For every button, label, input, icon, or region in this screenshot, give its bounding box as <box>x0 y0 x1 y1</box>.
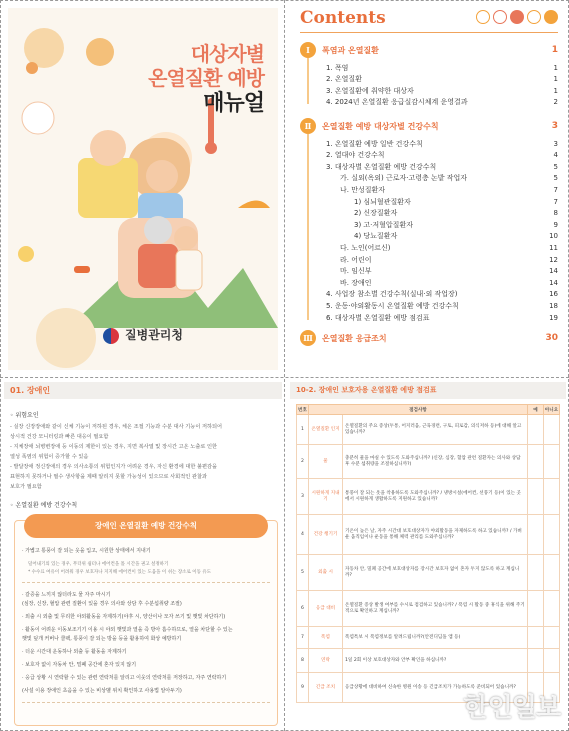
yes-checkbox[interactable] <box>528 627 544 649</box>
no-checkbox[interactable] <box>544 515 560 555</box>
col-items: 점검사항 <box>309 405 528 415</box>
tip-note: * 수수료 여유이 어려워 경우 보호자나 지지해 에어컨이 있는 도움을 이 쉬는 장소로 이동 유도 <box>28 570 212 575</box>
toc-section[interactable] <box>300 42 558 58</box>
section-title: 온열질환 응급조치 <box>322 333 387 343</box>
toc-item[interactable] <box>340 266 558 277</box>
toc-item-label: 마. 임신부 <box>340 267 372 276</box>
row-number: 3 <box>297 479 309 515</box>
section-number-badge: Ⅲ <box>300 330 316 346</box>
tip-line: (사설 이용 장애인 초음을 수 있는 비상벨 위치 확인하고 사용법 알아두기) <box>22 688 182 694</box>
section-title: 온열질환 예방 대상자별 건강수칙 <box>322 121 439 131</box>
contents-header-icons <box>476 10 558 24</box>
horizontal-divider <box>0 377 569 378</box>
row-number: 8 <box>297 649 309 673</box>
cover-title-line3: 매뉴얼 <box>203 91 264 116</box>
section-number-badge: Ⅰ <box>300 42 316 58</box>
tips-banner: 장애인 온열질환 예방 건강수칙 <box>24 514 268 538</box>
risk-line: - 지체장애 뇌병변장애 등 이동의 제한이 있는 경우, 지면 복사열 및 장시간 고온 노출로 인한 <box>10 444 218 450</box>
contents-rule <box>300 32 558 33</box>
checklist-row <box>297 555 560 591</box>
toc-item-label: 3) 고·저혈압질환자 <box>354 220 413 229</box>
col-yes: 예 <box>528 405 544 415</box>
risk-subheading-text: 위험요인 <box>15 412 39 419</box>
row-number: 5 <box>297 555 309 591</box>
left-header-bar <box>4 382 282 399</box>
right-header-title: 10-2. 장애인 보호자용 온열질환 예방 점검표 <box>296 386 437 394</box>
toc-item-page: 14 <box>549 267 558 276</box>
tip-line: · 갈증을 느끼지 않더라도 물 자주 마시기 <box>22 592 111 598</box>
risk-line: - 실장 신장장애와 같이 신체 기능이 저하된 경우, 체온 조절 기능과 수분 대사 기능이 저하되어 <box>10 424 223 430</box>
row-text: 충분히 물을 마실 수 있도록 도와주십니까? (신장, 심장, 혈압 관련 질환자는 의사와 상담 후 수분 섭취량을 조절하십니까?) <box>343 445 528 479</box>
row-number: 4 <box>297 515 309 555</box>
tip-divider <box>22 702 270 703</box>
row-text: 기온이 높은 날, 자주 시간대 보호대상자가 야외활동을 자제하도록 하고 있습니까? / 가벼운 움직임이나 운동을 통해 체력 관리를 도와주십니까? <box>343 515 528 555</box>
no-checkbox[interactable] <box>544 555 560 591</box>
watermark: 한인일보 <box>463 693 560 723</box>
toc-item-label: 2) 신장질환자 <box>354 209 398 218</box>
contents-page <box>290 4 566 374</box>
toc-item[interactable] <box>326 74 558 85</box>
toc-item-page: 3 <box>553 139 558 148</box>
checklist-body <box>297 415 560 703</box>
toc-item-page: 16 <box>549 290 558 299</box>
section-page: 3 <box>551 121 558 131</box>
section-title: 폭염과 온열질환 <box>322 45 379 55</box>
toc-item-label: 3. 온열질환에 취약한 대상자 <box>326 86 414 95</box>
checklist-row <box>297 649 560 673</box>
col-no: 아니오 <box>544 405 560 415</box>
yes-checkbox[interactable] <box>528 415 544 445</box>
toc-item-page: 9 <box>553 220 558 229</box>
thermometer-icon <box>493 10 507 24</box>
toc-item[interactable] <box>326 62 558 73</box>
toc-item-page: 1 <box>553 75 558 84</box>
row-category: 긴급 조치 <box>309 673 343 703</box>
row-number: 1 <box>297 415 309 445</box>
bulb-icon <box>544 10 558 24</box>
checklist-row <box>297 415 560 445</box>
toc-item[interactable] <box>326 150 558 161</box>
toc-item-page: 7 <box>553 197 558 206</box>
checklist-row <box>297 591 560 627</box>
toc-item[interactable] <box>354 219 558 230</box>
left-header-title: 01. 장애인 <box>10 386 51 395</box>
toc-item-label: 바. 장애인 <box>340 278 372 287</box>
row-number: 6 <box>297 591 309 627</box>
risk-line: 표현하지 못하거나 필수 생사항을 제때 알리지 못할 가능성이 있으므로 사회적인 관찰과 <box>10 474 207 480</box>
umbrella-icon <box>527 10 541 24</box>
toc-item[interactable] <box>326 312 558 323</box>
toc-item-page: 7 <box>553 185 558 194</box>
toc-item-page: 5 <box>553 162 558 171</box>
agency-label <box>8 326 278 344</box>
tips-subheading: ◦ 온열질환 예방 건강수칙 <box>10 502 78 509</box>
row-category: 외출 시 <box>309 555 343 591</box>
right-header-bar <box>290 382 566 399</box>
sun-icon <box>476 10 490 24</box>
risk-line: - 발달장애 정신장애의 경우 의사소통의 위험인지가 어려운 경우, 자신 환경에 대한 불편감을 <box>10 464 218 470</box>
toc-item-page: 18 <box>549 301 558 310</box>
toc-item[interactable] <box>340 277 558 288</box>
tip-line: (심장, 신장, 혈압 관련 질환이 있을 경우 의사와 상담 후 수분섭취량 조절) <box>22 601 182 607</box>
toc-item-page: 2 <box>553 98 558 107</box>
toc-item-label: 5. 운동·야외활동시 온열질환 예방 건강수칙 <box>326 301 459 310</box>
col-number: 번호 <box>297 405 309 415</box>
toc-item-label: 가. 실외(옥외) 근로자·고령층 논밭 작업자 <box>340 174 468 183</box>
toc-item-label: 6. 대상자별 온열질환 예방 점검표 <box>326 313 430 322</box>
row-category: 응급 대비 <box>309 591 343 627</box>
no-checkbox[interactable] <box>544 627 560 649</box>
section-number-badge: Ⅱ <box>300 118 316 134</box>
toc-item-label: 1. 온열질환 예방 일반 건강수칙 <box>326 139 423 148</box>
toc-item[interactable] <box>354 231 558 242</box>
checklist-row <box>297 479 560 515</box>
row-number: 2 <box>297 445 309 479</box>
row-number: 9 <box>297 673 309 703</box>
toc-item-label: 4. 사업장 참소별 건강수칙(실내·외 작업장) <box>326 290 458 299</box>
tip-line: · 보호자 없이 자동차 안, 밀폐 공간에 혼자 있지 않기 <box>22 662 137 668</box>
tip-line: · 활동이 어려운 이동보조기기 이용 시 야외 햇빛과 열을 즉 방아 흡수하므로, 열을 차단할 수 있는 <box>22 627 233 633</box>
row-text: 1일 2회 이상 보호대상자와 안부 확인을 하십니까? <box>343 649 528 673</box>
row-text: 폭염특보 시 폭염정보를 알려드립니까?(안전디딤돌 앱 등) <box>343 627 528 649</box>
toc-item[interactable] <box>326 161 558 172</box>
risk-line: 보호가 필요함 <box>10 484 42 490</box>
toc-item[interactable] <box>340 184 558 195</box>
tip-line: · 외출 시 외출 및 무리한 야외활동을 자제하기(야후 시, 양산이나 모자 쓰기 및 햇빛 차단하기) <box>22 614 226 620</box>
tip-divider <box>22 582 270 583</box>
yes-checkbox[interactable] <box>528 555 544 591</box>
toc-item-page: 12 <box>549 255 558 264</box>
toc-item-page: 1 <box>553 63 558 72</box>
toc-item-page: 10 <box>549 232 558 241</box>
vertical-divider <box>284 0 285 731</box>
toc-item[interactable] <box>354 196 558 207</box>
toc-item[interactable] <box>326 138 558 149</box>
yes-checkbox[interactable] <box>528 591 544 627</box>
yes-checkbox[interactable] <box>528 479 544 515</box>
row-text: 통풍이 잘 되는 옷을 착용하도록 도와주십니까? / 냉방시설(에어컨, 선풍기 등)이 있는 곳에서 시원하게 생활하도록 지원하고 있습니까? <box>343 479 528 515</box>
risk-line: 상시적 건강 모니터링과 빠른 대응이 필요함 <box>10 434 109 440</box>
toc-item-label: 2. 온열질환 <box>326 75 362 84</box>
toc-item[interactable] <box>340 254 558 265</box>
tip-line: · 응급 상황 시 연락할 수 있는 관련 연락처를 알리고 이웃의 연락처를 저장하고, 자주 연락하기 <box>22 675 227 681</box>
tip-line: · 더운 시간대 운동하나 외출 등 활동을 자제하기 <box>22 649 127 655</box>
toc-item[interactable] <box>326 97 558 108</box>
heat-icon <box>510 10 524 24</box>
section-page: 30 <box>545 333 558 343</box>
toc-item[interactable] <box>326 300 558 311</box>
row-text: 자동차 안, 밀폐 공간에 보호대상자를 장시간 보호자 없이 혼자 두지 않도록 하고 계십니까? <box>343 555 528 591</box>
tip-note: 덜어내기의 있는 경우, 무더위 쉼터나 에어컨을 틀 시간을 권고 설정하기 <box>28 562 169 567</box>
toc-item-label: 4) 당뇨질환자 <box>354 232 398 241</box>
toc-section[interactable] <box>300 118 558 134</box>
row-category: 건강 챙기기 <box>309 515 343 555</box>
no-checkbox[interactable] <box>544 415 560 445</box>
tip-line: 햇빛 덮개 커버나 쿨팩, 통풍이 잘 되는 방을 등을 활용하여 화상 예방하기 <box>22 636 182 642</box>
row-category: 연락 <box>309 649 343 673</box>
toc-item-page: 8 <box>553 209 558 218</box>
cover-title-line1: 대상자별 <box>190 42 264 66</box>
row-text: 온열질환 증상 발생 여부를 수시로 점검하고 있습니까? / 폭염 시 활동 중 휴식을 위해 주기적으로 확인하고 계십니까? <box>343 591 528 627</box>
toc-connector-line <box>307 58 309 104</box>
row-number: 7 <box>297 627 309 649</box>
no-checkbox[interactable] <box>544 445 560 479</box>
toc-item-label: 1. 폭염 <box>326 63 349 72</box>
cover-page <box>8 8 278 370</box>
toc-item[interactable] <box>340 242 558 253</box>
toc-item-page: 19 <box>549 313 558 322</box>
toc-item[interactable] <box>340 173 558 184</box>
checklist-page <box>290 382 566 728</box>
agency-name: 질병관리청 <box>125 328 183 342</box>
toc-item-page: 5 <box>553 174 558 183</box>
contents-title: Contents <box>300 8 386 28</box>
toc-item-label: 라. 어린이 <box>340 255 372 264</box>
toc-item-label: 다. 노인(어르신) <box>340 243 391 252</box>
yes-checkbox[interactable] <box>528 649 544 673</box>
risk-subheading: ◦ 위험요인 <box>10 412 39 419</box>
checklist-row <box>297 445 560 479</box>
no-checkbox[interactable] <box>544 649 560 673</box>
toc-item-label: 나. 만성질환자 <box>340 185 386 194</box>
toc-item-label: 4. 2024년 온열질환 응급실감시체계 운영결과 <box>326 98 468 107</box>
section-page: 1 <box>551 45 558 55</box>
cover-title-line2: 온열질환 예방 <box>148 66 264 90</box>
row-text: 응급상황에 대비하여 신속한 병원 이송 등 긴급조치가 가능하도록 준비되어 있습니까? <box>343 673 528 703</box>
row-text: 온열질환의 주요 증상(두통, 어지러움, 근육경련, 구토, 피로감, 의식저하 등)에 대해 알고 있습니까? <box>343 415 528 445</box>
checklist-row <box>297 515 560 555</box>
row-category: 폭염 <box>309 627 343 649</box>
toc-section[interactable] <box>300 330 558 346</box>
agency-logo-icon <box>103 328 119 344</box>
no-checkbox[interactable] <box>544 479 560 515</box>
no-checkbox[interactable] <box>544 591 560 627</box>
yes-checkbox[interactable] <box>528 515 544 555</box>
toc-item-label: 2. 열대야 건강수칙 <box>326 151 385 160</box>
disabled-guide-page <box>4 382 282 728</box>
yes-checkbox[interactable] <box>528 445 544 479</box>
tip-line: · 가볍고 통풍이 잘 되는 옷을 입고, 시원한 상태에서 지내기 <box>22 548 151 554</box>
toc-item-page: 14 <box>549 278 558 287</box>
checklist-table <box>296 404 560 703</box>
checklist-row <box>297 627 560 649</box>
toc-item-label: 3. 대상자별 온열질환 예방 건강수칙 <box>326 162 437 171</box>
toc-item-page: 1 <box>553 86 558 95</box>
toc-connector-line <box>307 134 309 320</box>
tips-subheading-text: 온열질환 예방 건강수칙 <box>15 502 78 509</box>
toc-item[interactable] <box>326 85 558 96</box>
row-category: 물 <box>309 445 343 479</box>
risk-line: 열성 폭염의 위험이 증가할 수 있음 <box>10 454 89 460</box>
row-category: 시원하게 지내기 <box>309 479 343 515</box>
toc-item-label: 1) 심뇌혈관질환자 <box>354 197 411 206</box>
checklist-header-row <box>297 405 560 415</box>
toc-item-page: 4 <box>553 151 558 160</box>
toc-item[interactable] <box>354 208 558 219</box>
toc-item[interactable] <box>326 289 558 300</box>
toc-item-page: 11 <box>549 243 558 252</box>
row-category: 온열질환 인지 <box>309 415 343 445</box>
